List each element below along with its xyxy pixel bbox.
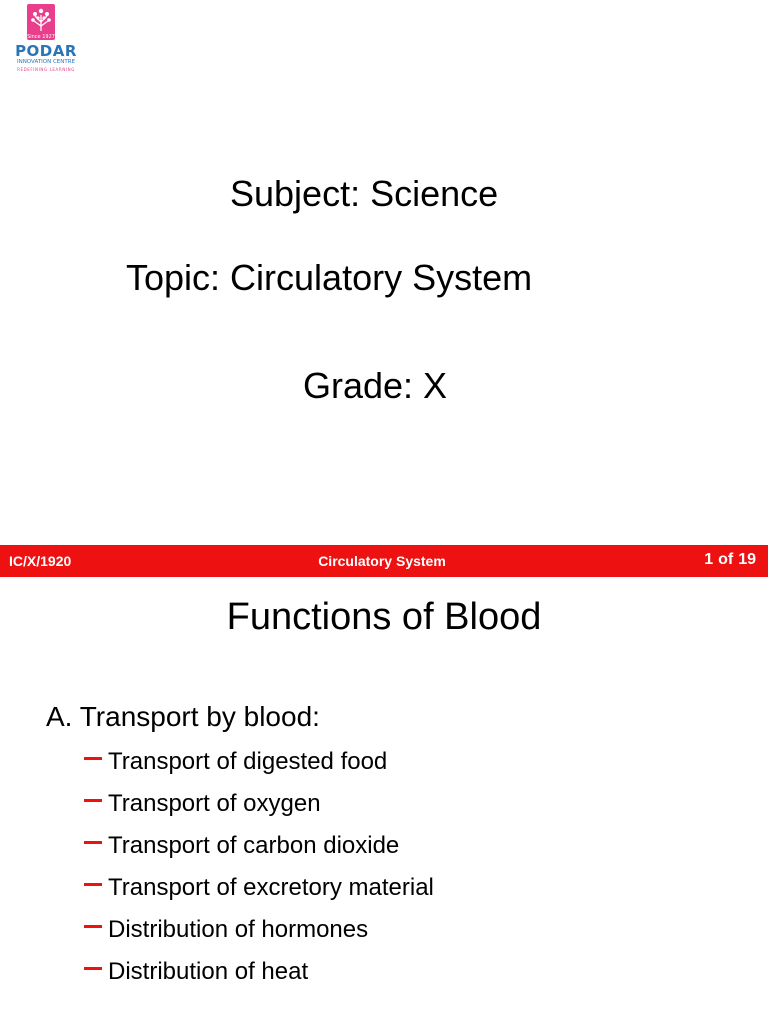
topic-heading: Topic: Circulatory System (126, 257, 533, 298)
list-item (84, 871, 434, 913)
dash-bullet-icon (84, 757, 102, 760)
list-item-text: Transport of oxygen (108, 790, 321, 817)
subject-heading: Subject: Science (230, 173, 499, 214)
dash-bullet-icon (84, 841, 102, 844)
logo-name: PODAR (15, 42, 77, 60)
list-item-text: Distribution of hormones (108, 916, 369, 943)
list-item (84, 913, 434, 955)
footer-course-code: IC/X/1920 (9, 553, 72, 569)
dash-bullet-icon (84, 967, 102, 970)
dash-bullet-icon (84, 799, 102, 802)
list-item-text: Transport of carbon dioxide (108, 832, 400, 859)
logo-tagline: REDEFINING LEARNING (17, 67, 75, 72)
dash-bullet-icon (84, 925, 102, 928)
page-current: 1 (704, 551, 714, 568)
page-indicator (699, 551, 756, 569)
dash-bullet-icon (84, 883, 102, 886)
slide-footer-bar (0, 545, 768, 577)
list-item-text: Transport of digested food (108, 748, 388, 775)
list-item-text: Transport of excretory material (108, 874, 434, 901)
bullet-list (84, 745, 434, 997)
page-of-label: of (718, 551, 734, 568)
list-item (84, 745, 434, 787)
list-item-text: Distribution of heat (108, 958, 309, 985)
logo-since-text: Since 1927 (27, 34, 55, 40)
page-total: 19 (738, 551, 756, 568)
podar-logo (6, 4, 86, 74)
slide-title: Functions of Blood (226, 596, 542, 638)
logo-subtitle: INNOVATION CENTRE (16, 59, 76, 65)
list-item (84, 787, 434, 829)
grade-heading: Grade: X (303, 365, 448, 406)
list-item (84, 829, 434, 871)
footer-title: Circulatory System (318, 553, 446, 569)
content-slide (0, 577, 768, 1024)
section-heading: A. Transport by blood: (46, 701, 320, 732)
list-item (84, 955, 434, 997)
